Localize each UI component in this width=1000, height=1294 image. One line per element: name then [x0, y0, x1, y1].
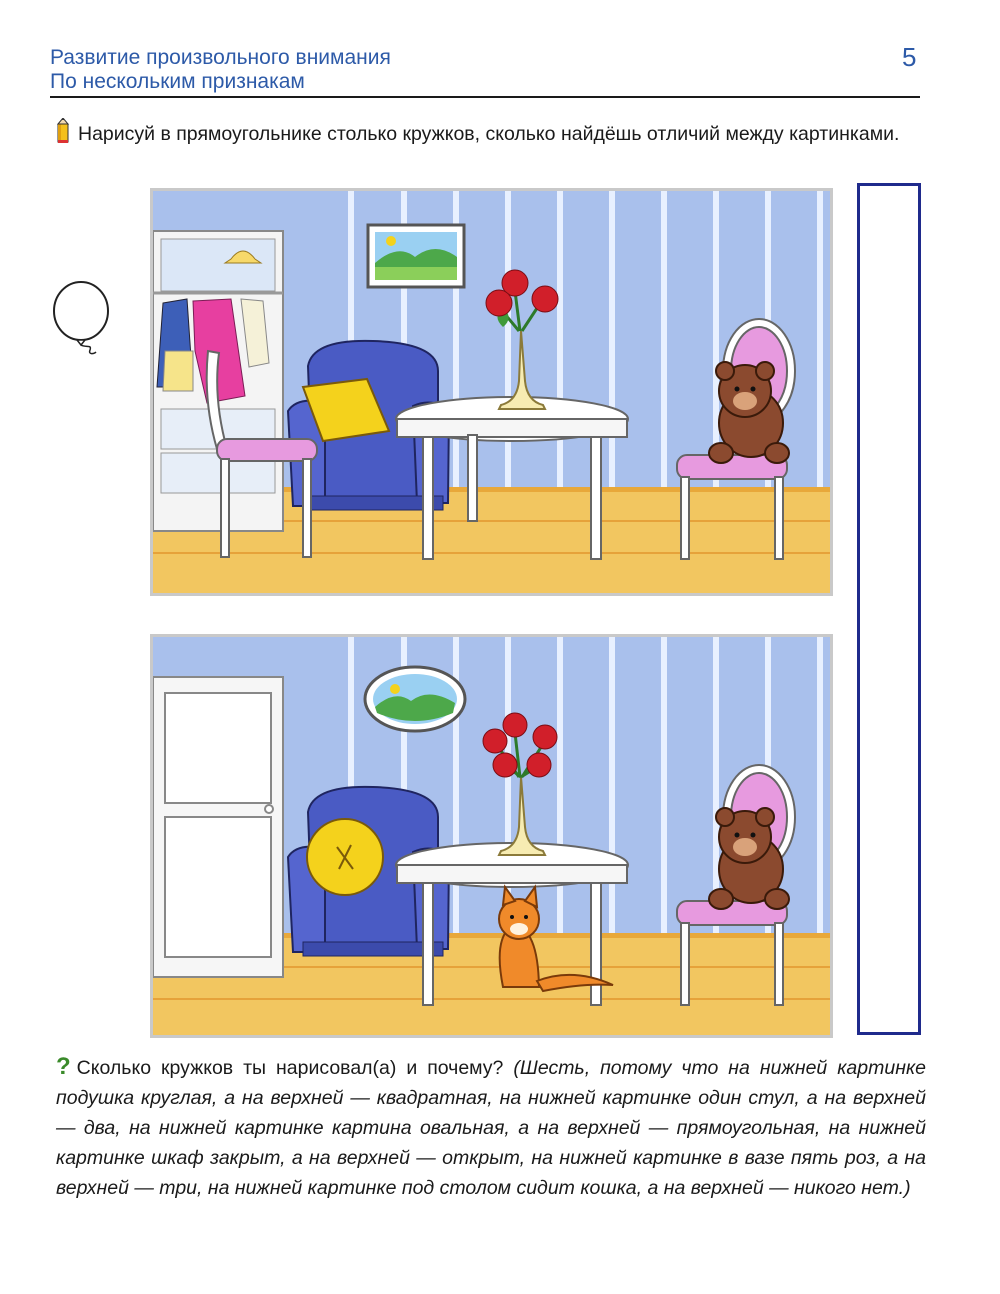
task-text: Нарисуй в прямоугольнике столько кружков, сколько найдёшь отличий между картинками. — [78, 123, 900, 145]
question-answer: (Шесть, потому что на нижней картинке подушка круглая, а на верхней — квадратная, на нижней картинке один стул, а на верхней — два, на нижней картинке картина овальная, а на верхней — прямоугольная, на нижней картинке шкаф закрыт, а на верхней — открыт, на нижней картинке в вазе пять роз, а на верхней — три, на нижней картинке под столом сидит кошка, а на верхней — никого нет.) — [56, 1057, 926, 1199]
picture-top — [150, 188, 833, 596]
task-instruction — [56, 118, 922, 153]
pillow-round — [307, 819, 383, 895]
header-rule — [50, 96, 920, 98]
header-line-1: Развитие произвольного внимания — [50, 46, 391, 69]
header-line-2: По нескольким признакам — [50, 70, 305, 93]
wall-picture-rectangular — [368, 225, 464, 287]
pencil-icon — [56, 118, 70, 153]
balloon-icon — [48, 278, 118, 363]
question-prompt: Сколько кружков ты нарисовал(а) и почему? — [76, 1057, 504, 1079]
picture-bottom — [150, 634, 833, 1038]
closed-wardrobe-door — [153, 677, 283, 977]
question-mark-icon: ? — [56, 1053, 71, 1080]
question-block — [56, 1052, 926, 1203]
page-number: 5 — [902, 42, 917, 72]
answer-rectangle[interactable] — [857, 183, 921, 1035]
wall-picture-oval — [365, 667, 465, 731]
